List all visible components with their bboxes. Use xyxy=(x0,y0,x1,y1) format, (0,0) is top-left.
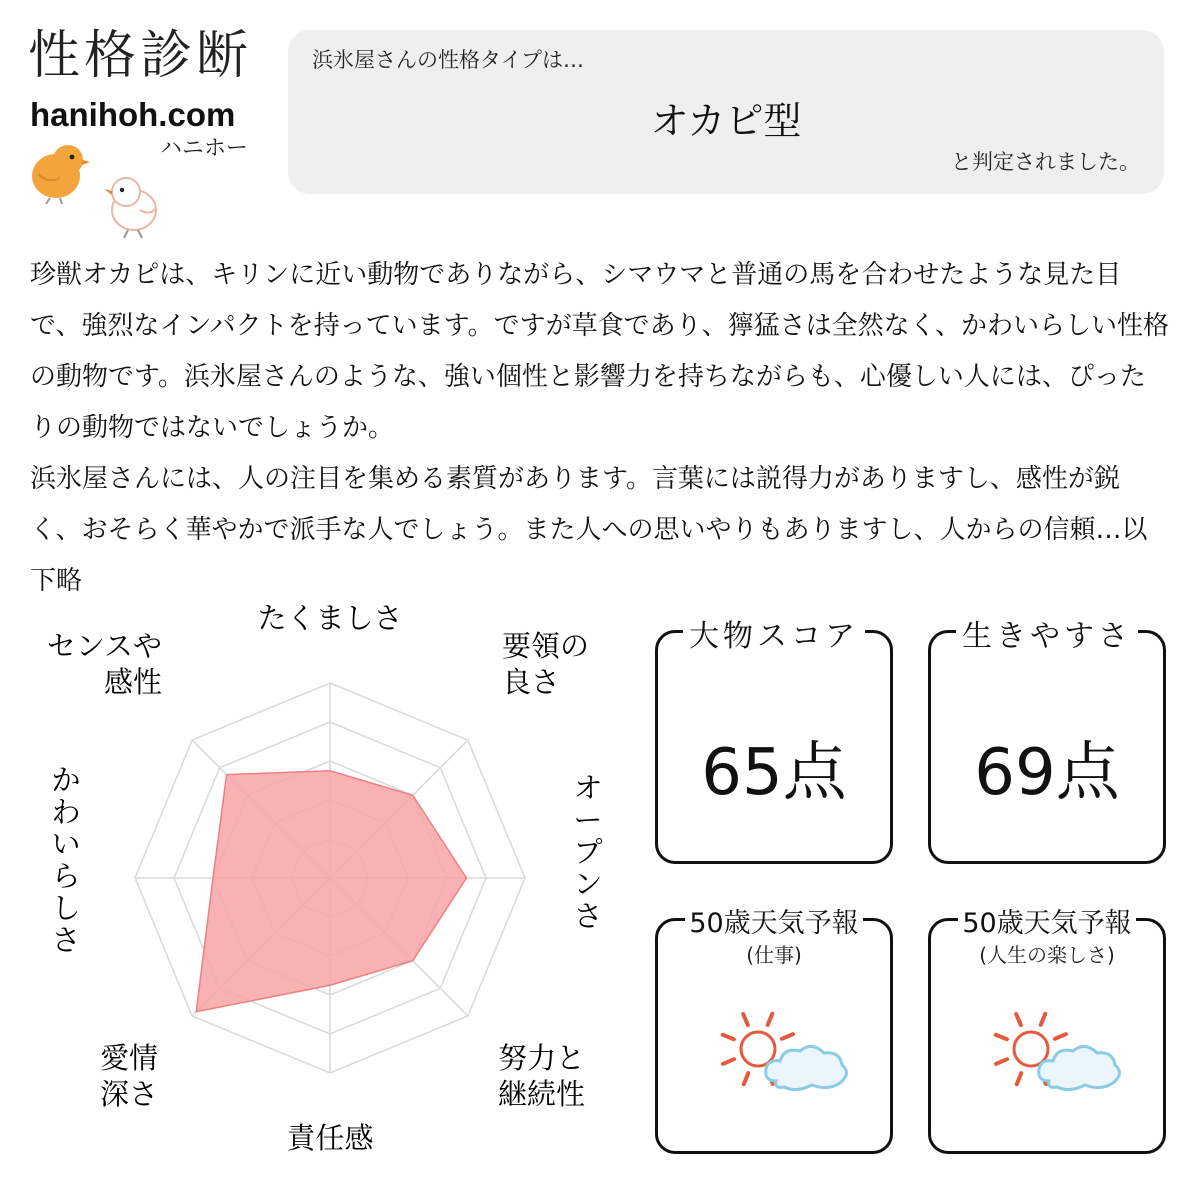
ease-score-box xyxy=(928,619,1166,864)
radar-axis-label: センスや感性 xyxy=(46,629,162,699)
logo-domain: hanihoh.com xyxy=(30,96,236,133)
big-score-box xyxy=(655,619,893,864)
banner-prefix: 浜氷屋さんの性格タイプは… xyxy=(312,48,584,72)
logo-title: 性格診断 xyxy=(28,26,253,86)
big-score-value: 65点 xyxy=(701,736,847,810)
work-forecast-box xyxy=(655,908,893,1154)
radar-axis-label: 努力と継続性 xyxy=(498,1041,586,1111)
radar-chart xyxy=(40,598,620,1178)
radar-axis-label: かわいらしさ xyxy=(51,763,81,957)
result-banner xyxy=(288,30,1164,194)
work-forecast-title: 50歳天気予報 xyxy=(685,908,862,939)
radar-axis-label: たくましさ xyxy=(257,601,403,635)
description-paragraph: 浜氷屋さんには、人の注目を集める素質があります。言葉には説得力がありますし、感性が鋭く、おそらく華やかで派手な人でしょう。また人への思いやりもありますし、人からの信頼…以下略 xyxy=(30,464,1148,596)
logo-kana: ハニホー xyxy=(160,136,249,161)
ease-score-value: 69点 xyxy=(974,736,1120,810)
life-forecast-box xyxy=(928,908,1166,1154)
radar-axis-label: 愛情深さ xyxy=(99,1041,158,1111)
white-chick-icon xyxy=(100,170,170,242)
sun-cloud-icon xyxy=(981,1001,1131,1101)
work-forecast-subtitle: (仕事) xyxy=(746,943,802,967)
radar-axis-label: 責任感 xyxy=(286,1121,374,1155)
banner-suffix: と判定されました。 xyxy=(951,150,1140,174)
ease-score-title: 生きやすさ xyxy=(956,619,1138,654)
radar-value-polygon xyxy=(196,771,466,1012)
radar-axis-label: 要領の良さ xyxy=(502,629,590,699)
description xyxy=(30,250,1170,607)
life-forecast-subtitle: (人生の楽しさ) xyxy=(979,943,1115,967)
description-paragraph: 珍獣オカピは、キリンに近い動物でありながら、シマウマと普通の馬を合わせたような見た目で、強烈なインパクトを持っています。ですが草食であり、獰猛さは全然なく、かわいらしい性格の動物です。浜氷屋さんのような、強い個性と影響力を持ちながらも、心優しい人には、ぴったりの動物ではないでしょうか。 xyxy=(30,260,1170,443)
life-forecast-title: 50歳天気予報 xyxy=(958,908,1135,939)
personality-type: オカピ型 xyxy=(650,99,802,143)
orange-chick-icon xyxy=(22,140,92,206)
sun-cloud-icon xyxy=(708,1001,858,1101)
radar-axis-label: オープンさ xyxy=(573,771,603,933)
big-score-title: 大物スコア xyxy=(683,619,865,654)
